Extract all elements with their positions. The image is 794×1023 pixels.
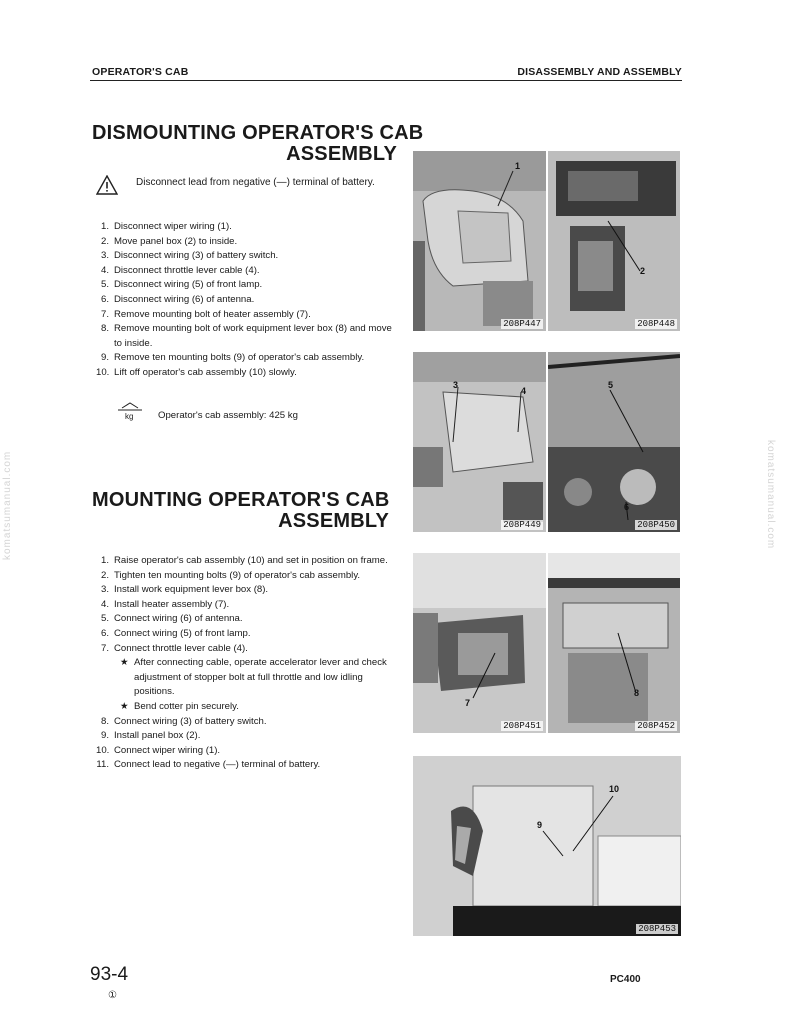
photo-label: 208P453 [638, 924, 676, 934]
header-rule [90, 80, 682, 81]
weight-text: Operator's cab assembly: 425 kg [158, 410, 298, 421]
callout-2: 2 [640, 266, 646, 276]
watermark-left: komatsumanual.com [2, 450, 13, 560]
photo-208p451-image [413, 553, 546, 733]
watermark-right: komatsumanual.com [765, 440, 776, 550]
weight-icon-label: kg [125, 412, 134, 421]
list-item: 6. Connect wiring (5) of front lamp. [100, 627, 251, 639]
list-item: 11. Connect lead to negative (—) terminal of battery. [96, 759, 321, 771]
list-item: 5. Connect wiring (6) of antenna. [100, 613, 243, 625]
callout-3: 3 [453, 380, 459, 390]
photo-208p450 [548, 352, 680, 532]
photo-208p447-image [413, 151, 546, 331]
warning-icon [96, 175, 118, 195]
photo-label: 208P447 [503, 319, 541, 329]
photo-208p448-image [548, 151, 680, 331]
list-item: 4. Install heater assembly (7). [100, 598, 230, 610]
callout-10: 10 [609, 784, 620, 794]
mounting-title: MOUNTING OPERATOR'S CAB [92, 489, 390, 511]
callout-5: 5 [608, 380, 614, 390]
page-number: 93-4 [90, 964, 129, 985]
section-header: OPERATOR'S CAB [92, 66, 189, 78]
photo-208p448 [548, 151, 680, 331]
photo-208p449 [413, 352, 546, 532]
weight-icon [116, 402, 144, 422]
list-item: 3. Disconnect wiring (3) of battery switch. [100, 250, 279, 262]
callout-8: 8 [634, 688, 640, 698]
photo-208p452 [548, 553, 680, 733]
list-item: 2. Tighten ten mounting bolts (9) of operator's cab assembly. [100, 569, 361, 581]
list-item: 4. Disconnect throttle lever cable (4). [100, 264, 260, 276]
photo-208p449-image [413, 352, 546, 532]
callout-9: 9 [537, 820, 543, 830]
star-icon: ★ [120, 700, 129, 712]
callout-1: 1 [515, 161, 521, 171]
dismounting-steps [96, 220, 392, 381]
photo-208p447 [413, 151, 546, 331]
mounting-steps [96, 554, 392, 773]
list-item: 7. Connect throttle lever cable (4). ★ After connecting cable, operate accelerator lever and check adjustment of stopper bolt at full throttle and low idling positions. ★ Bend cotter pin securely. [96, 642, 392, 715]
list-item: 1. Disconnect wiper wiring (1). [100, 221, 232, 232]
dismounting-title-line2: ASSEMBLY [286, 143, 397, 165]
callout-6: 6 [624, 502, 630, 512]
list-item: 3. Install work equipment lever box (8). [100, 584, 269, 596]
photo-208p451 [413, 553, 546, 733]
model-label: PC400 [610, 974, 641, 985]
note-item: ★ After connecting cable, operate accelerator lever and check adjustment of stopper bolt at full throttle and low idling positions. [120, 657, 387, 698]
photo-208p450-image [548, 352, 680, 532]
weight-note [116, 406, 406, 421]
revision-symbol: ① [108, 990, 117, 1001]
photo-208p452-image [548, 553, 680, 733]
list-item: 8. Remove mounting bolt of work equipment lever box (8) and move to inside. [100, 323, 392, 349]
list-item: 2. Move panel box (2) to inside. [100, 235, 238, 247]
warning-note [96, 176, 396, 190]
photo-label: 208P449 [503, 520, 541, 530]
callout-7: 7 [465, 698, 471, 708]
note-item: ★ Bend cotter pin securely. [114, 700, 392, 715]
list-item: 8. Connect wiring (3) of battery switch. [100, 715, 267, 727]
dismounting-title: DISMOUNTING OPERATOR'S CAB [92, 122, 424, 144]
list-item: 9. Install panel box (2). [100, 730, 201, 742]
list-item: 6. Disconnect wiring (6) of antenna. [100, 293, 255, 305]
photo-label: 208P452 [637, 721, 675, 731]
list-item: 7. Remove mounting bolt of heater assembly (7). [100, 308, 311, 320]
photo-label: 208P451 [503, 721, 541, 731]
photo-label: 208P448 [637, 319, 675, 329]
list-item: 1. Raise operator's cab assembly (10) and set in position on frame. [100, 555, 388, 566]
callout-4: 4 [521, 386, 527, 396]
list-item: 10. Lift off operator's cab assembly (10) slowly. [96, 366, 297, 378]
chapter-header: DISASSEMBLY AND ASSEMBLY [517, 66, 682, 78]
warning-text: Disconnect lead from negative (—) terminal of battery. [136, 177, 375, 188]
star-icon: ★ [120, 657, 129, 669]
photo-208p453 [413, 756, 681, 936]
mounting-title-line2: ASSEMBLY [278, 510, 389, 532]
photo-208p453-image [413, 756, 681, 936]
photo-label: 208P450 [637, 520, 675, 530]
list-item: 5. Disconnect wiring (5) of front lamp. [100, 279, 263, 291]
list-item: 9. Remove ten mounting bolts (9) of operator's cab assembly. [100, 352, 365, 364]
list-item: 10. Connect wiper wiring (1). [96, 744, 221, 756]
